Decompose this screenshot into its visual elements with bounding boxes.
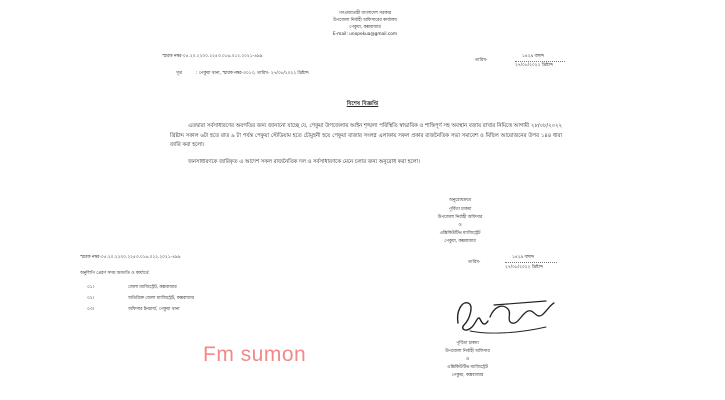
copy-number: ০১। (87, 285, 95, 290)
handwritten-signature (450, 293, 560, 339)
signature-bottom-magistrate: এক্সিকিউটিভ ম্যাজিস্ট্রেট (447, 365, 488, 370)
signature-bottom-location: পেকুয়া, কক্সবাজার (451, 373, 484, 378)
signature-bottom-name: পূর্বিতা চাকমা (456, 341, 479, 346)
signature-top-location: পেকুয়া, কক্সবাজার (444, 239, 476, 244)
signature-top-and: ও (458, 223, 462, 228)
memo-ref-bottom: স্মারক নম্বর-০৫.২০.২২০০.২২৫৩.০১৬.০১২.২০২১-৪৯৯ (80, 255, 181, 260)
memo-date-english-top: ২৭/০৮/২০২২ খ্রিষ্টাব্দ (515, 63, 553, 68)
header-email: E-mail: unopekua@gmail.com (332, 32, 398, 37)
header-office: উপজেলা নির্বাহী অফিসারের কার্যালয় (333, 18, 397, 23)
signature-bottom-designation: উপজেলা নির্বাহী অফিসার (445, 349, 490, 354)
memo-ref-top: স্মারক নম্বর-০৫.২০.২২০০.২২৫৩.০১৬.০১২.২০২১-৪৯৯ (162, 54, 263, 59)
date-divider-top (515, 61, 565, 62)
signature-top-line-1: অনুরোধক্রমে (449, 198, 471, 203)
notice-title: বিশেষ বিজ্ঞপ্তি (346, 101, 379, 107)
date-divider-bottom (505, 262, 557, 263)
memo-date-bangla-bottom: ১৪২৯ বঙ্গাব্দ (512, 255, 535, 260)
copy-number: ০২। (87, 296, 95, 301)
notice-body-paragraph-1: এতদ্বারা সর্বসাধারণের অবগতির জন্য জানানো যাচ্ছে যে, পেকুয়া উপজেলায় আইন শৃঙ্খলা পরিস্থিতি স্বাভাবিক ও শান্তিপূর্ণ সহ অবস্থান বজায় রাখার নিমিত্তে আগামী ২৮/০৮/২০২২ খ্রিষ্টাব্দ সকাল ৬টা হতে রাত ৯ টা পর্যন্ত পেকুয়া স্টেডিয়াম হতে চৌমুহনী হয়ে পেকুয়া বাজার সংলগ্ন এলাকায় সকল প্রকার রাজনৈতিক সভা সমাবেশ ও মিছিল আয়োজনের উপর ১৪৪ ধারা জারি করা হলো। (170, 123, 562, 148)
copy-recipient: অফিসার ইনচার্জ, পেকুয়া থানা (128, 307, 180, 312)
memo-date-label-top: তারিখ- (475, 58, 488, 63)
reference-label: সূত্র (176, 71, 182, 76)
copy-recipient: জেলা ম্যাজিস্ট্রেট, কক্সবাজার (128, 285, 177, 290)
reference-text: : পেকুয়া থানা, স্মারক নম্বর-৩০১৩, তারিখ- ২৭/০৮/২০২২ খ্রিষ্টাব্দ (196, 71, 309, 76)
memo-date-bangla-top: ১৪২৯ বঙ্গাব্দ (522, 54, 545, 59)
copy-number: ০৩। (87, 307, 95, 312)
memo-date-label-bottom: তারিখ- (468, 260, 481, 265)
notice-body-paragraph-2: জনসাধারণকে জারিকৃত এ আদেশ সকল রাজনৈতিক দল ও সর্বসাধারণকে মেনে চলার জন্য অনুরোধ করা হলো। (188, 159, 420, 165)
header-location: পেকুয়া, কক্সবাজার (349, 25, 381, 30)
header-government: গণপ্রজাতন্ত্রী বাংলাদেশ সরকার (338, 11, 392, 16)
signature-bottom-and: ও (465, 357, 470, 362)
watermark-text: Fm sumon (203, 343, 307, 366)
memo-date-english-bottom: ২৭/০৮/২০২২ খ্রিষ্টাব্দ (505, 265, 543, 270)
copy-recipient: অতিরিক্ত জেলা ম্যাজিস্ট্রেট, কক্সবাজার (128, 296, 194, 301)
signature-top-name: পূর্বিতা চাকমা (448, 207, 472, 212)
signature-top-designation: উপজেলা নির্বাহী অফিসার (437, 215, 483, 220)
signature-top-magistrate: এক্সিকিউটিভ ম্যাজিস্ট্রেট (439, 231, 481, 236)
copy-heading: অনুলিপি প্রেরণ সদয় অবগতি ও কার্যার্থে: (80, 271, 150, 276)
